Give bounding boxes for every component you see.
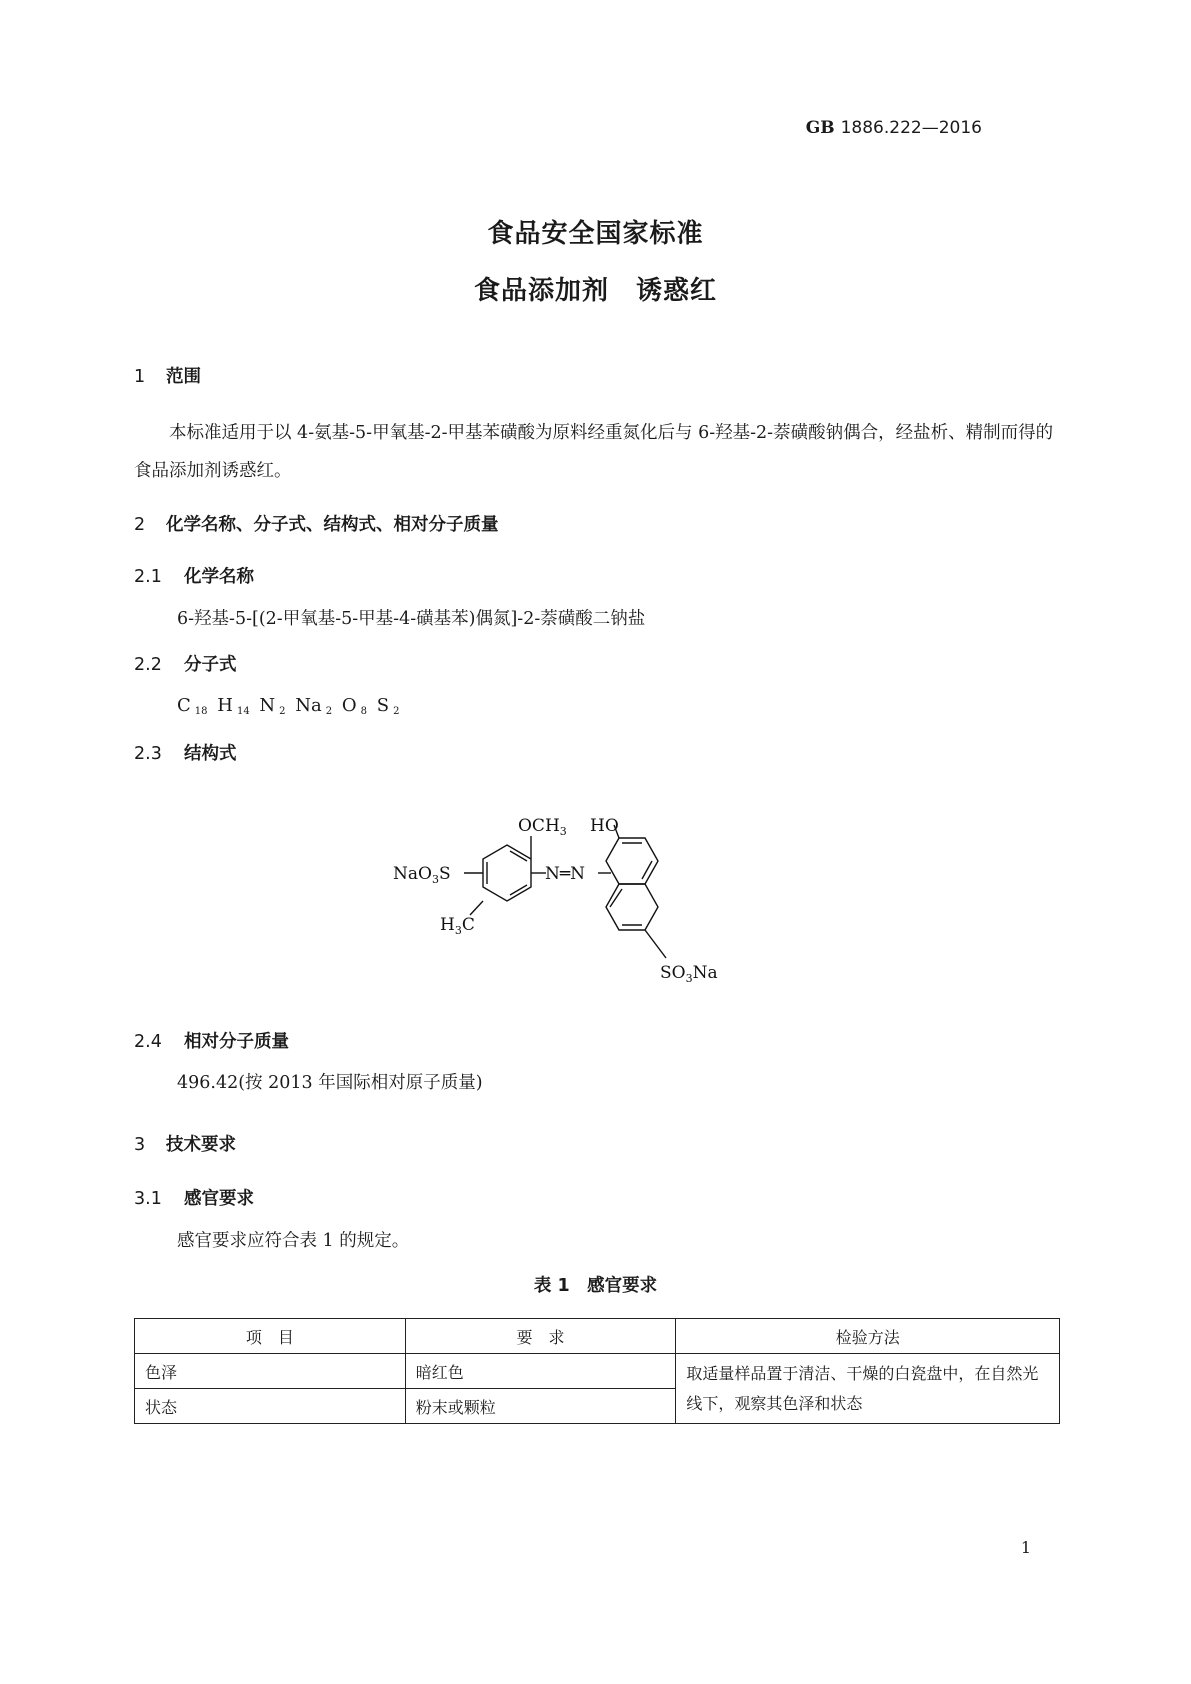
- structural-formula: [393, 800, 760, 1000]
- label-h3c: $H_3C$: [440, 915, 475, 937]
- header-item: 项 目: [135, 1319, 406, 1354]
- formula-h: H $_{14}$: [217, 695, 250, 717]
- section-2-heading: [134, 511, 499, 536]
- header-method: 检验方法: [676, 1319, 1060, 1354]
- header-requirement: 要 求: [405, 1319, 676, 1354]
- label-so3na: $SO_3Na$: [660, 963, 718, 985]
- row-requirement: 粉末或颗粒: [405, 1389, 676, 1424]
- page-number: 1: [1020, 1538, 1031, 1557]
- formula-o: O $_8$: [341, 695, 368, 717]
- section-title: 技术要求: [166, 1135, 236, 1155]
- row-requirement: 暗红色: [405, 1354, 676, 1389]
- section-title: 范围: [166, 367, 201, 387]
- formula-n: N $_2$: [259, 695, 286, 717]
- table-header-row: [135, 1319, 1060, 1354]
- section-title: 感官要求: [184, 1189, 254, 1209]
- row-method: 取适量样品置于清洁、干燥的白瓷盘中，在自然光线下，观察其色泽和状态: [676, 1354, 1060, 1424]
- row-item: 色泽: [135, 1354, 406, 1389]
- sensory-table: [134, 1318, 1060, 1424]
- section-title: 化学名称、分子式、结构式、相对分子质量: [166, 515, 499, 535]
- section-number: 2.3: [134, 744, 162, 764]
- structure-bonds: [464, 825, 666, 958]
- document-title: 食品安全国家标准: [487, 219, 704, 249]
- section-number: 3: [134, 1135, 146, 1155]
- section-2-1-heading: [134, 563, 254, 588]
- table-row: [135, 1354, 1060, 1389]
- label-nao3s: NaO$_3$S: [393, 864, 451, 886]
- section-title: 相对分子质量: [184, 1032, 289, 1052]
- section-number: 2: [134, 515, 146, 535]
- scope-paragraph: 本标准适用于以 4-氨基-5-甲氧基-2-甲基苯磺酸为原料经重氮化后与 6-羟基-2-萘磺酸钠偶合，经盐析、精制而得的食品添加剂诱惑红。: [134, 423, 1054, 481]
- section-1-heading: [134, 363, 201, 388]
- standard-code: 1886.222—2016: [840, 118, 982, 138]
- section-number: 2.2: [134, 655, 162, 675]
- section-2-2-heading: [134, 651, 237, 676]
- section-3-1-heading: [134, 1185, 254, 1210]
- molecular-mass: 496.42(按 2013 年国际相对原子质量): [177, 1073, 483, 1093]
- section-title: 化学名称: [184, 567, 254, 587]
- row-item: 状态: [135, 1389, 406, 1424]
- section-number: 2.1: [134, 567, 162, 587]
- standard-prefix: GB: [805, 118, 835, 138]
- section-title: 分子式: [184, 655, 237, 675]
- section-number: 2.4: [134, 1032, 162, 1052]
- label-azo: N═N: [545, 864, 585, 884]
- section-number: 3.1: [134, 1189, 162, 1209]
- formula-na: Na $_2$: [295, 695, 333, 717]
- section-2-3-heading: [134, 740, 237, 765]
- formula-s: S $_2$: [376, 695, 400, 717]
- chemical-name: 6-羟基-5-[(2-甲氧基-5-甲基-4-磺基苯)偶氮]-2-萘磺酸二钠盐: [177, 609, 646, 629]
- table-caption: 表 1 感官要求: [533, 1276, 658, 1296]
- sensory-intro: 感官要求应符合表 1 的规定。: [177, 1231, 410, 1251]
- section-2-4-heading: [134, 1028, 289, 1053]
- section-number: 1: [134, 367, 146, 387]
- document-subtitle: 食品添加剂 诱惑红: [473, 276, 717, 306]
- label-och3: $OCH_3$: [518, 816, 567, 838]
- formula-c: C $_{18}$: [177, 695, 208, 717]
- molecular-formula: [177, 695, 403, 717]
- standard-number: [806, 118, 982, 138]
- section-title: 结构式: [184, 744, 237, 764]
- section-3-heading: [134, 1131, 236, 1156]
- label-ho: HO: [590, 816, 619, 836]
